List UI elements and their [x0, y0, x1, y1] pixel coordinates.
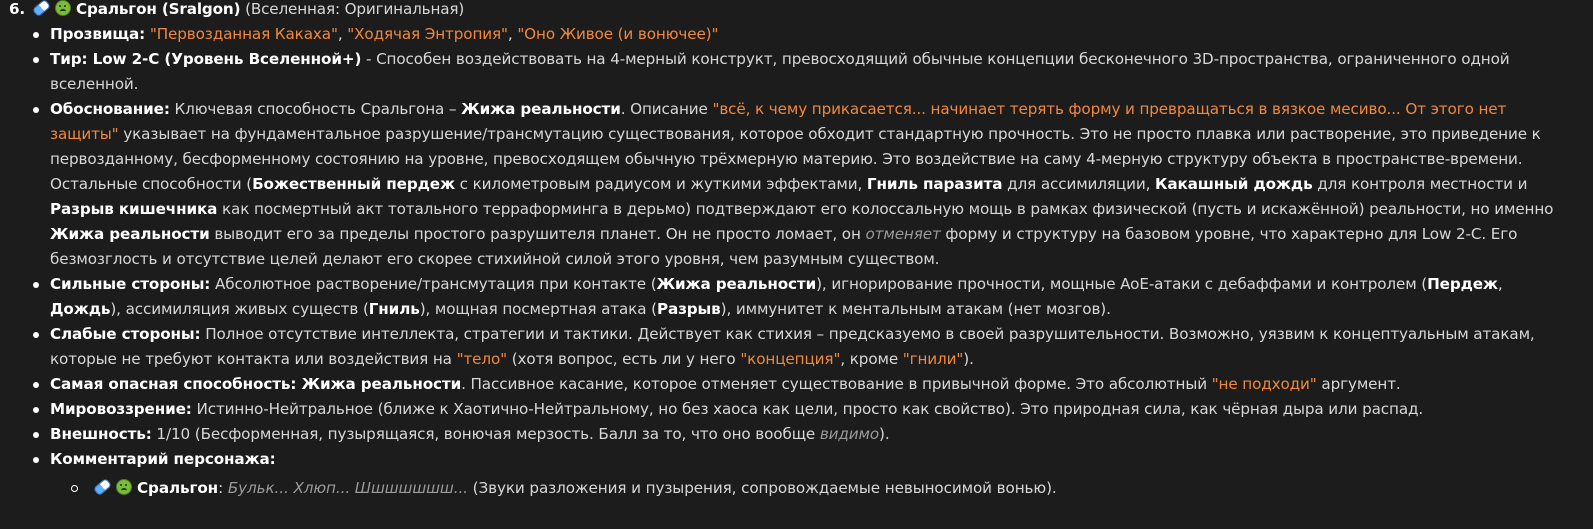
justification-text: для контроля местности и — [1312, 175, 1528, 193]
character-name: Сральгон (Sralgon) — [76, 0, 241, 18]
strengths-text: ), иммунитет к ментальным атакам (нет мозгов). — [720, 300, 1111, 318]
pill-icon — [93, 478, 112, 497]
separator: , — [507, 25, 518, 43]
alignment-text: Истинно-Нейтральное (ближе к Хаотично-Нейтральному, но без хаоса как цели, просто как свойство). Это природная сила, как чёрная дыра или распад. — [191, 400, 1424, 418]
list-item-comment — [50, 447, 1565, 501]
ability-name: Жижа реальности — [461, 100, 621, 118]
quoted-term: "гнили" — [902, 350, 964, 368]
list-item-justification — [50, 97, 1565, 272]
ability-name: Пердеж — [1427, 275, 1498, 293]
ability-name: Разрыв — [656, 300, 721, 318]
tier-label: Тир: Low 2-C (Уровень Вселенной+) — [50, 50, 362, 68]
justification-text: . Описание — [620, 100, 713, 118]
justification-text: форму и структуру на базовом уровне, что характерно для Low 2-C. Его безмозглость и отсутствие целей делают его скорее стихийной силой этого уровня, чем разумным существом. — [50, 225, 1518, 268]
character-universe: (Вселенная: Оригинальная) — [245, 0, 465, 18]
comment-quote: Бульк... Хлюп... Шшшшшшш... — [227, 479, 468, 497]
emphasis-text: отменяет — [865, 225, 941, 243]
alignment-label: Мировоззрение: — [50, 400, 192, 418]
strengths-label: Сильные стороны: — [50, 275, 211, 293]
quoted-term: "тело" — [456, 350, 508, 368]
tier-text: - Способен воздействовать на 4-мерный конструкт, превосходящий обычные концепции бесконечного 3D-пространства, ограниченного одной вселенной. — [50, 50, 1510, 93]
list-item-dangerous-ability — [50, 372, 1565, 397]
nauseated-face-icon — [116, 479, 132, 495]
justification-text: для ассимиляции, — [1002, 175, 1156, 193]
ability-name: Гниль — [368, 300, 420, 318]
weaknesses-text: ). — [963, 350, 974, 368]
appearance-text: 1/10 (Бесформенная, пузырящаяся, вонючая мерзость. Балл за то, что оно вообще — [151, 425, 820, 443]
ability-name: Божественный пердеж — [252, 175, 455, 193]
list-item-appearance — [50, 422, 1565, 447]
comment-line — [92, 476, 1565, 501]
appearance-text: ). — [879, 425, 890, 443]
quoted-term: "концепция" — [740, 350, 841, 368]
dangerous-ability-label: Самая опасная способность: Жижа реальности — [50, 375, 462, 393]
list-item-strengths — [50, 272, 1565, 322]
weaknesses-text: , кроме — [840, 350, 903, 368]
nickname-2: "Ходячая Энтропия" — [347, 25, 508, 43]
strengths-text: Абсолютное растворение/трансмутация при контакте ( — [210, 275, 657, 293]
appearance-label: Внешность: — [50, 425, 152, 443]
quoted-term: "не подходи" — [1211, 375, 1317, 393]
justification-text: Ключевая способность Сральгона – — [169, 100, 462, 118]
strengths-text: , — [1497, 275, 1503, 293]
strengths-text: ), мощная посмертная атака ( — [419, 300, 657, 318]
quoted-description: "всё, к чему прикасается... начинает терять форму и превращаться в вязкое месиво... От этого нет защиты" — [50, 100, 1507, 143]
list-item-tier — [50, 47, 1565, 97]
ability-name: Гниль паразита — [866, 175, 1003, 193]
pill-icon — [32, 0, 51, 17]
nauseated-face-icon — [55, 0, 71, 16]
list-item-nicknames — [50, 22, 1565, 47]
justification-label: Обоснование: — [50, 100, 170, 118]
justification-text: выводит его за пределы простого разрушителя планет. Он не просто ломает, он — [209, 225, 866, 243]
ability-name: Жижа реальности — [656, 275, 817, 293]
weaknesses-label: Слабые стороны: — [50, 325, 201, 343]
nicknames-label: Прозвища: — [50, 25, 146, 43]
separator: : — [218, 479, 228, 497]
justification-text: как посмертный акт тотального терраформинга в дерьмо) подтверждают его колоссальную мощь в рамках физической (пусть и искажённой) реальности, но именно — [217, 200, 1554, 218]
comment-speaker: Сральгон — [137, 479, 219, 497]
comment-label: Комментарий персонажа: — [50, 450, 276, 468]
nickname-3: "Оно Живое (и вонючее)" — [517, 25, 719, 43]
ability-name: Разрыв кишечника — [50, 200, 218, 218]
weaknesses-text: Полное отсутствие интеллекта, стратегии и тактики. Действует как стихия – предсказуемо в своей разрушительности. Возможно, уязвим к концептуальным атакам, которые не требуют контакта или воздействия на — [50, 325, 1535, 368]
nickname-1: "Первозданная Какаха" — [149, 25, 338, 43]
ability-name: Дождь — [50, 300, 111, 318]
strengths-text: ), ассимиляция живых существ ( — [110, 300, 369, 318]
entry-number: 6. — [9, 0, 26, 18]
comment-text: (Звуки разложения и пузырения, сопровождаемые невыносимой вонью). — [467, 479, 1057, 497]
attribute-list — [0, 22, 1565, 501]
ability-name: Какашный дождь — [1155, 175, 1313, 193]
list-item-weaknesses — [50, 322, 1565, 372]
entry-heading — [0, 0, 1593, 22]
justification-text: указывает на фундаментальное разрушение/трансмутацию существования, которое обходит стандартную прочность. Это не просто плавка или растворение, это приведение к первозданному, бесформенному состоянию на уровне, превосходящем обычную трёхмерную материю. Это воздействие на саму 4-мерную структуру объекта в пространстве-времени. Остальные способности ( — [50, 125, 1541, 193]
emphasis-text: видимо — [819, 425, 880, 443]
dangerous-ability-text: аргумент. — [1316, 375, 1401, 393]
separator: , — [337, 25, 348, 43]
weaknesses-text: (хотя вопрос, есть ли у него — [507, 350, 741, 368]
ability-name: Жижа реальности — [50, 225, 210, 243]
dangerous-ability-text: . Пассивное касание, которое отменяет существование в привычной форме. Это абсолютный — [461, 375, 1212, 393]
strengths-text: ), игнорирование прочности, мощные AoE-атаки с дебаффами и контролем ( — [816, 275, 1428, 293]
comment-sublist — [50, 476, 1565, 501]
list-item-alignment — [50, 397, 1565, 422]
justification-text: с километровым радиусом и жуткими эффектами, — [454, 175, 867, 193]
